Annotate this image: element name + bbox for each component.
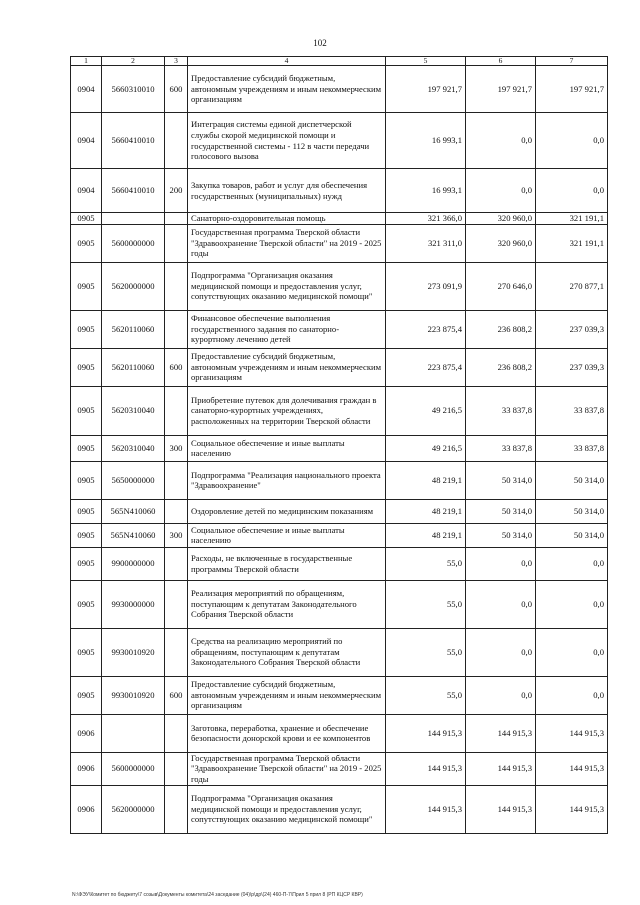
amount-2019: 55,0 <box>386 676 466 714</box>
amount-2020: 236 808,2 <box>466 348 536 386</box>
item-name: Подпрограмма "Реализация национального проекта "Здравоохранение" <box>188 461 386 499</box>
item-name: Предоставление субсидий бюджетным, автономным учреждениям и иным некоммерческим организациям <box>188 66 386 113</box>
expense-type: 600 <box>165 676 188 714</box>
amount-2021: 50 314,0 <box>536 461 608 499</box>
section-code: 0906 <box>71 714 102 752</box>
section-code: 0906 <box>71 752 102 785</box>
target-code: 5600000000 <box>102 224 165 262</box>
target-code: 5600000000 <box>102 752 165 785</box>
table-row <box>71 310 608 348</box>
table-row <box>71 547 608 580</box>
table-row <box>71 752 608 785</box>
target-code <box>102 714 165 752</box>
expense-type <box>165 752 188 785</box>
amount-2019: 49 216,5 <box>386 386 466 435</box>
section-code: 0905 <box>71 676 102 714</box>
section-code: 0905 <box>71 523 102 547</box>
section-code: 0905 <box>71 547 102 580</box>
table-row <box>71 580 608 628</box>
file-path-footer: N:\ФЭУ\Комитет по бюджету\7 созыв\Документы комитета\24 заседание (04)\р\др\(24) 460-П-7\Прил 5 прил 8 (РП КЦСР КВР) <box>72 892 363 898</box>
item-name: Социальное обеспечение и иные выплаты населению <box>188 435 386 461</box>
table-row <box>71 224 608 262</box>
amount-2019: 49 216,5 <box>386 435 466 461</box>
amount-2019: 223 875,4 <box>386 348 466 386</box>
table-row <box>71 66 608 113</box>
target-code: 5660410010 <box>102 113 165 169</box>
target-code: 9930010920 <box>102 676 165 714</box>
target-code: 9900000000 <box>102 547 165 580</box>
amount-2019: 48 219,1 <box>386 499 466 523</box>
item-name: Санаторно-оздоровительная помощь <box>188 213 386 225</box>
target-code: 5620110060 <box>102 348 165 386</box>
expense-type <box>165 499 188 523</box>
amount-2020: 144 915,3 <box>466 785 536 833</box>
table-row <box>71 499 608 523</box>
target-code <box>102 213 165 225</box>
expense-type <box>165 386 188 435</box>
amount-2021: 321 191,1 <box>536 224 608 262</box>
col-header: 3 <box>165 57 188 66</box>
amount-2019: 273 091,9 <box>386 262 466 310</box>
amount-2021: 0,0 <box>536 628 608 676</box>
table-row <box>71 348 608 386</box>
header-row <box>71 57 608 66</box>
expense-type: 200 <box>165 169 188 213</box>
amount-2020: 320 960,0 <box>466 213 536 225</box>
section-code: 0905 <box>71 310 102 348</box>
section-code: 0905 <box>71 499 102 523</box>
amount-2020: 320 960,0 <box>466 224 536 262</box>
target-code: 565N410060 <box>102 499 165 523</box>
expense-type: 300 <box>165 435 188 461</box>
col-header: 1 <box>71 57 102 66</box>
section-code: 0904 <box>71 169 102 213</box>
amount-2020: 144 915,3 <box>466 714 536 752</box>
target-code: 9930010920 <box>102 628 165 676</box>
amount-2019: 197 921,7 <box>386 66 466 113</box>
col-header: 7 <box>536 57 608 66</box>
target-code: 5620110060 <box>102 310 165 348</box>
expense-type <box>165 785 188 833</box>
amount-2019: 321 366,0 <box>386 213 466 225</box>
target-code: 5660310010 <box>102 66 165 113</box>
table-row <box>71 386 608 435</box>
amount-2020: 33 837,8 <box>466 386 536 435</box>
amount-2021: 0,0 <box>536 580 608 628</box>
amount-2020: 50 314,0 <box>466 461 536 499</box>
amount-2020: 50 314,0 <box>466 523 536 547</box>
item-name: Заготовка, переработка, хранение и обеспечение безопасности донорской крови и ее компонентов <box>188 714 386 752</box>
section-code: 0905 <box>71 213 102 225</box>
amount-2021: 33 837,8 <box>536 386 608 435</box>
table-row <box>71 628 608 676</box>
table-row <box>71 461 608 499</box>
amount-2021: 237 039,3 <box>536 310 608 348</box>
section-code: 0906 <box>71 785 102 833</box>
expense-type <box>165 580 188 628</box>
target-code: 5620000000 <box>102 785 165 833</box>
amount-2019: 55,0 <box>386 580 466 628</box>
amount-2021: 33 837,8 <box>536 435 608 461</box>
col-header: 6 <box>466 57 536 66</box>
amount-2019: 48 219,1 <box>386 461 466 499</box>
amount-2020: 0,0 <box>466 547 536 580</box>
section-code: 0905 <box>71 628 102 676</box>
amount-2021: 144 915,3 <box>536 785 608 833</box>
amount-2021: 270 877,1 <box>536 262 608 310</box>
amount-2020: 50 314,0 <box>466 499 536 523</box>
expense-type <box>165 461 188 499</box>
expense-type <box>165 213 188 225</box>
amount-2020: 33 837,8 <box>466 435 536 461</box>
expense-type <box>165 262 188 310</box>
col-header: 2 <box>102 57 165 66</box>
expense-type: 300 <box>165 523 188 547</box>
section-code: 0905 <box>71 580 102 628</box>
amount-2019: 144 915,3 <box>386 714 466 752</box>
item-name: Государственная программа Тверской области "Здравоохранение Тверской области" на 2019 - 2025 годы <box>188 224 386 262</box>
item-name: Предоставление субсидий бюджетным, автономным учреждениям и иным некоммерческим организациям <box>188 676 386 714</box>
amount-2020: 236 808,2 <box>466 310 536 348</box>
table-row <box>71 714 608 752</box>
amount-2020: 0,0 <box>466 580 536 628</box>
table-row <box>71 523 608 547</box>
amount-2021: 0,0 <box>536 169 608 213</box>
amount-2020: 144 915,3 <box>466 752 536 785</box>
expense-type <box>165 714 188 752</box>
expense-type: 600 <box>165 348 188 386</box>
amount-2021: 197 921,7 <box>536 66 608 113</box>
expense-type <box>165 547 188 580</box>
amount-2019: 16 993,1 <box>386 113 466 169</box>
item-name: Государственная программа Тверской области "Здравоохранение Тверской области" на 2019 - 2025 годы <box>188 752 386 785</box>
item-name: Финансовое обеспечение выполнения государственного задания по санаторно-курортному лечению детей <box>188 310 386 348</box>
item-name: Подпрограмма "Организация оказания медицинской помощи и предоставления услуг, сопутствующих оказанию медицинской помощи" <box>188 262 386 310</box>
expense-type <box>165 113 188 169</box>
section-code: 0905 <box>71 348 102 386</box>
target-code: 5660410010 <box>102 169 165 213</box>
amount-2021: 0,0 <box>536 113 608 169</box>
table-row <box>71 213 608 225</box>
item-name: Оздоровление детей по медицинским показаниям <box>188 499 386 523</box>
section-code: 0905 <box>71 386 102 435</box>
amount-2019: 55,0 <box>386 547 466 580</box>
table-row <box>71 169 608 213</box>
amount-2021: 50 314,0 <box>536 523 608 547</box>
expense-type <box>165 224 188 262</box>
amount-2020: 0,0 <box>466 169 536 213</box>
target-code: 5620000000 <box>102 262 165 310</box>
section-code: 0905 <box>71 224 102 262</box>
budget-table <box>70 56 608 834</box>
amount-2020: 0,0 <box>466 113 536 169</box>
target-code: 5650000000 <box>102 461 165 499</box>
table-row <box>71 113 608 169</box>
amount-2021: 50 314,0 <box>536 499 608 523</box>
section-code: 0905 <box>71 461 102 499</box>
page-number: 102 <box>313 38 327 48</box>
target-code: 565N410060 <box>102 523 165 547</box>
amount-2019: 48 219,1 <box>386 523 466 547</box>
expense-type <box>165 628 188 676</box>
amount-2021: 0,0 <box>536 547 608 580</box>
section-code: 0905 <box>71 435 102 461</box>
expense-type: 600 <box>165 66 188 113</box>
expense-type <box>165 310 188 348</box>
item-name: Закупка товаров, работ и услуг для обеспечения государственных (муниципальных) нужд <box>188 169 386 213</box>
amount-2020: 270 646,0 <box>466 262 536 310</box>
item-name: Социальное обеспечение и иные выплаты населению <box>188 523 386 547</box>
col-header: 5 <box>386 57 466 66</box>
amount-2019: 144 915,3 <box>386 785 466 833</box>
amount-2021: 237 039,3 <box>536 348 608 386</box>
amount-2019: 144 915,3 <box>386 752 466 785</box>
amount-2021: 321 191,1 <box>536 213 608 225</box>
amount-2020: 197 921,7 <box>466 66 536 113</box>
table-row <box>71 785 608 833</box>
amount-2021: 144 915,3 <box>536 714 608 752</box>
amount-2020: 0,0 <box>466 676 536 714</box>
table-row <box>71 435 608 461</box>
amount-2020: 0,0 <box>466 628 536 676</box>
target-code: 5620310040 <box>102 386 165 435</box>
section-code: 0904 <box>71 66 102 113</box>
col-header: 4 <box>188 57 386 66</box>
section-code: 0904 <box>71 113 102 169</box>
table-row <box>71 262 608 310</box>
amount-2021: 0,0 <box>536 676 608 714</box>
amount-2019: 16 993,1 <box>386 169 466 213</box>
target-code: 9930000000 <box>102 580 165 628</box>
amount-2019: 55,0 <box>386 628 466 676</box>
item-name: Приобретение путевок для долечивания граждан в санаторно-курортных учреждениях, расположенных на территории Тверской области <box>188 386 386 435</box>
amount-2019: 321 311,0 <box>386 224 466 262</box>
target-code: 5620310040 <box>102 435 165 461</box>
item-name: Расходы, не включенные в государственные программы Тверской области <box>188 547 386 580</box>
item-name: Подпрограмма "Организация оказания медицинской помощи и предоставления услуг, сопутствующих оказанию медицинской помощи" <box>188 785 386 833</box>
item-name: Средства на реализацию мероприятий по обращениям, поступающим к депутатам Законодательного Собрания Тверской области <box>188 628 386 676</box>
amount-2021: 144 915,3 <box>536 752 608 785</box>
table-row <box>71 676 608 714</box>
item-name: Предоставление субсидий бюджетным, автономным учреждениям и иным некоммерческим организациям <box>188 348 386 386</box>
amount-2019: 223 875,4 <box>386 310 466 348</box>
section-code: 0905 <box>71 262 102 310</box>
item-name: Интеграция системы единой диспетчерской службы скорой медицинской помощи и государственной системы - 112 в части передачи голосового вызова <box>188 113 386 169</box>
item-name: Реализация мероприятий по обращениям, поступающим к депутатам Законодательного Собрания Тверской области <box>188 580 386 628</box>
